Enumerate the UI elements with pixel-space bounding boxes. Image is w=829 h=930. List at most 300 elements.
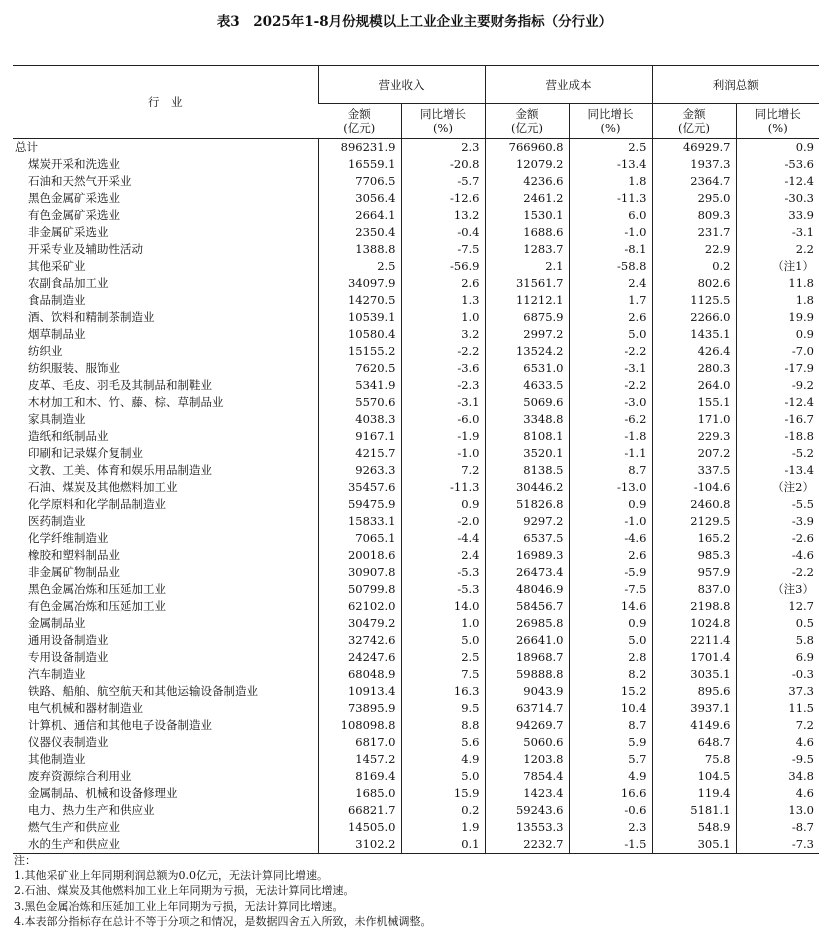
cost-amount-cell: 1688.6 [485, 224, 569, 241]
cost-yoy-cell: -1.1 [569, 445, 652, 462]
table-row [13, 530, 819, 547]
industry-name-cell: 石油、煤炭及其他燃料加工业 [28, 480, 178, 494]
cost-yoy-cell: -2.2 [569, 343, 652, 360]
industry-name-cell: 电力、热力生产和供应业 [28, 803, 155, 817]
revenue-yoy-cell: -56.9 [401, 258, 485, 275]
table-row [13, 394, 819, 411]
footnote-item: 4.本表部分指标存在总计不等于分项之和情况，是数据四舍五入所致，未作机械调整。 [14, 914, 432, 928]
table-row [13, 819, 819, 836]
revenue-amount-cell: 24247.6 [318, 649, 401, 666]
profit-amount-cell: 337.5 [652, 462, 736, 479]
cost-yoy-cell: 5.0 [569, 326, 652, 343]
revenue-yoy-cell: -5.3 [401, 564, 485, 581]
revenue-amount-cell: 8169.4 [318, 768, 401, 785]
profit-amount-cell: 207.2 [652, 445, 736, 462]
cost-amount-cell: 6875.9 [485, 309, 569, 326]
cost-amount-cell: 26641.0 [485, 632, 569, 649]
cost-yoy-cell: 2.5 [569, 139, 652, 157]
profit-yoy-cell: -3.1 [736, 224, 819, 241]
profit-yoy-cell: -5.2 [736, 445, 819, 462]
industry-name-cell: 有色金属冶炼和压延加工业 [28, 599, 166, 613]
yoy-unit: (%) [433, 121, 453, 135]
cost-yoy-cell: -0.6 [569, 802, 652, 819]
table-row [13, 190, 819, 207]
profit-yoy-cell: -2.6 [736, 530, 819, 547]
profit-amount-cell: 548.9 [652, 819, 736, 836]
cost-yoy-cell: -13.0 [569, 479, 652, 496]
cost-amount-cell: 30446.2 [485, 479, 569, 496]
revenue-amount-cell: 1685.0 [318, 785, 401, 802]
industry-name-cell: 通用设备制造业 [28, 633, 109, 647]
industry-name-cell: 烟草制品业 [28, 327, 86, 341]
cost-amount-cell: 6531.0 [485, 360, 569, 377]
table-row [13, 632, 819, 649]
cost-yoy-cell: 2.6 [569, 547, 652, 564]
revenue-amount-cell: 3102.2 [318, 836, 401, 854]
table-row [13, 666, 819, 683]
revenue-amount-cell: 9263.3 [318, 462, 401, 479]
profit-yoy-cell: -53.6 [736, 156, 819, 173]
profit-yoy-cell: 0.9 [736, 139, 819, 157]
revenue-amount-cell: 14505.0 [318, 819, 401, 836]
cost-yoy-cell: -1.0 [569, 224, 652, 241]
table-row [13, 496, 819, 513]
revenue-amount-cell: 66821.7 [318, 802, 401, 819]
revenue-amount-cell: 6817.0 [318, 734, 401, 751]
profit-amount-cell: 957.9 [652, 564, 736, 581]
profit-amount-cell: 2211.4 [652, 632, 736, 649]
revenue-header: 营业收入 [318, 66, 485, 104]
industry-name-cell: 印刷和记录媒介复制业 [28, 446, 143, 460]
table-row [13, 224, 819, 241]
revenue-amount-cell: 50799.8 [318, 581, 401, 598]
profit-yoy-cell: （注3） [736, 581, 819, 598]
revenue-yoy-cell: 0.9 [401, 496, 485, 513]
table-row [13, 564, 819, 581]
cost-amount-cell: 5069.6 [485, 394, 569, 411]
financial-indicators-table [13, 65, 819, 854]
table-title: 表3 2025年1-8月份规模以上工业企业主要财务指标（分行业） [216, 14, 613, 30]
industry-name-cell: 纺织服装、服饰业 [28, 361, 120, 375]
profit-amount-cell: 802.6 [652, 275, 736, 292]
cost-amount-cell: 13524.2 [485, 343, 569, 360]
cost-yoy-header [569, 104, 652, 139]
cost-yoy-cell: 1.7 [569, 292, 652, 309]
revenue-amount-cell: 10580.4 [318, 326, 401, 343]
cost-amount-cell: 7854.4 [485, 768, 569, 785]
profit-yoy-cell: 0.9 [736, 326, 819, 343]
table-row [13, 598, 819, 615]
table-row [13, 258, 819, 275]
profit-yoy-cell: -12.4 [736, 394, 819, 411]
industry-name-cell: 开采专业及辅助性活动 [28, 242, 143, 256]
cost-yoy-cell: -11.3 [569, 190, 652, 207]
table-row [13, 802, 819, 819]
revenue-amount-cell: 7620.5 [318, 360, 401, 377]
cost-yoy-cell: -13.4 [569, 156, 652, 173]
profit-amount-cell: 0.2 [652, 258, 736, 275]
revenue-yoy-cell: 5.0 [401, 768, 485, 785]
revenue-amount-cell: 10539.1 [318, 309, 401, 326]
profit-amount-cell: 155.1 [652, 394, 736, 411]
profit-amount-cell: 985.3 [652, 547, 736, 564]
amount-unit: (亿元) [678, 121, 710, 135]
cost-yoy-cell: 15.2 [569, 683, 652, 700]
profit-amount-cell: 4149.6 [652, 717, 736, 734]
industry-name-cell: 废弃资源综合利用业 [28, 769, 132, 783]
cost-amount-cell: 3348.8 [485, 411, 569, 428]
revenue-amount-cell: 1388.8 [318, 241, 401, 258]
profit-yoy-cell: 33.9 [736, 207, 819, 224]
profit-yoy-cell: 0.5 [736, 615, 819, 632]
profit-yoy-cell: -30.3 [736, 190, 819, 207]
industry-name-cell: 黑色金属冶炼和压延加工业 [28, 582, 166, 596]
amount-label: 金额 [347, 107, 371, 121]
profit-amount-cell: 1125.5 [652, 292, 736, 309]
industry-name-cell: 非金属矿物制品业 [28, 565, 120, 579]
revenue-yoy-cell: 1.9 [401, 819, 485, 836]
cost-yoy-cell: 5.0 [569, 632, 652, 649]
profit-yoy-cell: 4.6 [736, 734, 819, 751]
profit-yoy-cell: -8.7 [736, 819, 819, 836]
table-row [13, 513, 819, 530]
cost-yoy-cell: -3.0 [569, 394, 652, 411]
profit-yoy-cell: 2.2 [736, 241, 819, 258]
cost-yoy-cell: 6.0 [569, 207, 652, 224]
industry-name-cell: 电气机械和器材制造业 [28, 701, 143, 715]
profit-yoy-cell: -2.2 [736, 564, 819, 581]
cost-yoy-cell: 8.2 [569, 666, 652, 683]
revenue-yoy-cell: 5.6 [401, 734, 485, 751]
cost-yoy-cell: 10.4 [569, 700, 652, 717]
revenue-yoy-cell: 1.0 [401, 309, 485, 326]
revenue-amount-cell: 9167.1 [318, 428, 401, 445]
cost-yoy-cell: 5.7 [569, 751, 652, 768]
profit-amount-cell: 3937.1 [652, 700, 736, 717]
cost-amount-cell: 31561.7 [485, 275, 569, 292]
cost-amount-cell: 1203.8 [485, 751, 569, 768]
revenue-yoy-cell: -20.8 [401, 156, 485, 173]
yoy-label: 同比增长 [420, 107, 466, 121]
revenue-yoy-cell: 5.0 [401, 632, 485, 649]
profit-yoy-cell: -7.3 [736, 836, 819, 854]
industry-name-cell: 非金属矿采选业 [28, 225, 109, 239]
industry-name-cell: 专用设备制造业 [28, 650, 109, 664]
revenue-yoy-cell: 2.4 [401, 547, 485, 564]
table-row [13, 309, 819, 326]
revenue-yoy-cell: -12.6 [401, 190, 485, 207]
profit-yoy-cell: -12.4 [736, 173, 819, 190]
table-row [13, 241, 819, 258]
revenue-amount-cell: 62102.0 [318, 598, 401, 615]
cost-yoy-cell: -1.5 [569, 836, 652, 854]
cost-yoy-cell: -7.5 [569, 581, 652, 598]
cost-yoy-cell: -5.9 [569, 564, 652, 581]
revenue-amount-cell: 5341.9 [318, 377, 401, 394]
cost-amount-cell: 2997.2 [485, 326, 569, 343]
table-row [13, 156, 819, 173]
industry-name-cell: 化学纤维制造业 [28, 531, 109, 545]
cost-amount-cell: 9297.2 [485, 513, 569, 530]
cost-yoy-cell: 0.9 [569, 496, 652, 513]
profit-yoy-cell: -9.2 [736, 377, 819, 394]
profit-yoy-cell: 13.0 [736, 802, 819, 819]
profit-yoy-cell: 6.9 [736, 649, 819, 666]
industry-name-cell: 家具制造业 [28, 412, 86, 426]
revenue-yoy-header [401, 104, 485, 139]
cost-amount-cell: 11212.1 [485, 292, 569, 309]
revenue-yoy-cell: 13.2 [401, 207, 485, 224]
profit-amount-cell: 171.0 [652, 411, 736, 428]
table-row [13, 751, 819, 768]
profit-amount-cell: 2129.5 [652, 513, 736, 530]
profit-yoy-cell: 11.8 [736, 275, 819, 292]
cost-amount-cell: 4236.6 [485, 173, 569, 190]
profit-amount-cell: 3035.1 [652, 666, 736, 683]
profit-yoy-cell: -4.6 [736, 547, 819, 564]
cost-amount-cell: 12079.2 [485, 156, 569, 173]
profit-amount-cell: 1435.1 [652, 326, 736, 343]
profit-amount-cell: 165.2 [652, 530, 736, 547]
table-row [13, 785, 819, 802]
amount-unit: (亿元) [343, 121, 376, 135]
cost-amount-cell: 16989.3 [485, 547, 569, 564]
profit-yoy-cell: 4.6 [736, 785, 819, 802]
cost-yoy-cell: 2.4 [569, 275, 652, 292]
revenue-amount-cell: 32742.6 [318, 632, 401, 649]
revenue-amount-cell: 896231.9 [318, 139, 401, 157]
cost-amount-cell: 4633.5 [485, 377, 569, 394]
cost-amount-cell: 1530.1 [485, 207, 569, 224]
profit-amount-cell: 2460.8 [652, 496, 736, 513]
revenue-amount-cell: 10913.4 [318, 683, 401, 700]
revenue-yoy-cell: -0.4 [401, 224, 485, 241]
amount-label: 金额 [682, 107, 706, 121]
cost-amount-cell: 2461.2 [485, 190, 569, 207]
revenue-amount-cell: 16559.1 [318, 156, 401, 173]
cost-amount-cell: 1423.4 [485, 785, 569, 802]
revenue-amount-cell: 35457.6 [318, 479, 401, 496]
cost-header: 营业成本 [485, 66, 652, 104]
profit-amount-cell: 229.3 [652, 428, 736, 445]
profit-yoy-cell: 1.8 [736, 292, 819, 309]
table-row [13, 326, 819, 343]
cost-amount-cell: 1283.7 [485, 241, 569, 258]
revenue-yoy-cell: -2.3 [401, 377, 485, 394]
cost-amount-cell: 63714.7 [485, 700, 569, 717]
profit-amount-cell: 2198.8 [652, 598, 736, 615]
table-body [13, 139, 819, 854]
profit-yoy-cell: -7.0 [736, 343, 819, 360]
cost-yoy-cell: 8.7 [569, 717, 652, 734]
industry-name-cell: 铁路、船舶、航空航天和其他运输设备制造业 [28, 684, 258, 698]
industry-name-cell: 纺织业 [28, 344, 63, 358]
industry-name-cell: 仪器仪表制造业 [28, 735, 109, 749]
profit-amount-cell: 264.0 [652, 377, 736, 394]
industry-name-cell: 汽车制造业 [28, 667, 86, 681]
revenue-amount-cell: 7706.5 [318, 173, 401, 190]
table-row [13, 173, 819, 190]
profit-yoy-cell: -13.4 [736, 462, 819, 479]
cost-amount-cell: 26985.8 [485, 615, 569, 632]
table-row [13, 292, 819, 309]
table-row [13, 836, 819, 854]
cost-yoy-cell: 16.6 [569, 785, 652, 802]
industry-name-cell: 木材加工和木、竹、藤、棕、草制品业 [28, 395, 224, 409]
revenue-yoy-cell: 3.2 [401, 326, 485, 343]
profit-amount-cell: 5181.1 [652, 802, 736, 819]
industry-name-cell: 食品制造业 [28, 293, 86, 307]
profit-yoy-cell: -17.9 [736, 360, 819, 377]
cost-yoy-cell: -2.2 [569, 377, 652, 394]
cost-amount-cell: 8138.5 [485, 462, 569, 479]
revenue-amount-cell: 15833.1 [318, 513, 401, 530]
revenue-amount-cell: 4215.7 [318, 445, 401, 462]
profit-yoy-cell: -16.7 [736, 411, 819, 428]
footnote-heading: 注： [14, 854, 36, 867]
profit-yoy-cell: 37.3 [736, 683, 819, 700]
revenue-amount-cell: 7065.1 [318, 530, 401, 547]
revenue-amount-cell: 73895.9 [318, 700, 401, 717]
industry-name-cell: 黑色金属矿采选业 [28, 191, 120, 205]
footnote-item: 2.石油、煤炭及其他燃料加工业上年同期为亏损，无法计算同比增速。 [14, 884, 355, 898]
industry-header: 行 业 [13, 66, 318, 139]
profit-amount-cell: 648.7 [652, 734, 736, 751]
revenue-yoy-cell: 16.3 [401, 683, 485, 700]
cost-amount-cell: 13553.3 [485, 819, 569, 836]
profit-amount-cell: 426.4 [652, 343, 736, 360]
revenue-yoy-cell: 15.9 [401, 785, 485, 802]
profit-yoy-cell: -9.5 [736, 751, 819, 768]
profit-amount-cell: -104.6 [652, 479, 736, 496]
footnote-item: 3.黑色金属冶炼和压延加工业上年同期为亏损，无法计算同比增速。 [14, 899, 344, 913]
profit-amount-cell: 119.4 [652, 785, 736, 802]
amount-label: 金额 [515, 107, 539, 121]
revenue-amount-cell: 108098.8 [318, 717, 401, 734]
revenue-amount-cell: 15155.2 [318, 343, 401, 360]
cost-yoy-cell: 4.9 [569, 768, 652, 785]
profit-yoy-cell: -18.8 [736, 428, 819, 445]
profit-amount-cell: 1701.4 [652, 649, 736, 666]
profit-yoy-cell: 5.8 [736, 632, 819, 649]
cost-amount-cell: 766960.8 [485, 139, 569, 157]
industry-name-cell: 造纸和纸制品业 [28, 429, 109, 443]
cost-yoy-cell: -1.8 [569, 428, 652, 445]
yoy-unit: (%) [767, 121, 788, 135]
revenue-amount-cell: 59475.9 [318, 496, 401, 513]
revenue-amount-cell: 30907.8 [318, 564, 401, 581]
table-row [13, 360, 819, 377]
revenue-yoy-cell: -4.4 [401, 530, 485, 547]
revenue-yoy-cell: -5.3 [401, 581, 485, 598]
table-row [13, 411, 819, 428]
revenue-amount-cell: 3056.4 [318, 190, 401, 207]
table-row [13, 462, 819, 479]
industry-name-cell: 化学原料和化学制品制造业 [28, 497, 166, 511]
table-row [13, 139, 819, 157]
revenue-amount-cell: 2664.1 [318, 207, 401, 224]
profit-amount-cell: 1937.3 [652, 156, 736, 173]
cost-yoy-cell: 8.7 [569, 462, 652, 479]
table-row [13, 581, 819, 598]
amount-unit: (亿元) [511, 121, 543, 135]
cost-amount-cell: 2.1 [485, 258, 569, 275]
cost-yoy-cell: 2.8 [569, 649, 652, 666]
revenue-yoy-cell: 7.2 [401, 462, 485, 479]
cost-yoy-cell: 1.8 [569, 173, 652, 190]
cost-amount-cell: 59888.8 [485, 666, 569, 683]
revenue-amount-cell: 2350.4 [318, 224, 401, 241]
industry-name-cell: 其他制造业 [28, 752, 86, 766]
revenue-yoy-cell: -1.9 [401, 428, 485, 445]
cost-yoy-cell: 5.9 [569, 734, 652, 751]
table-row [13, 717, 819, 734]
revenue-yoy-cell: 8.8 [401, 717, 485, 734]
cost-amount-header [485, 104, 569, 139]
revenue-yoy-cell: 14.0 [401, 598, 485, 615]
profit-amount-cell: 104.5 [652, 768, 736, 785]
profit-yoy-cell: 11.5 [736, 700, 819, 717]
table-row [13, 734, 819, 751]
revenue-yoy-cell: 0.1 [401, 836, 485, 854]
industry-name-cell: 医药制造业 [28, 514, 86, 528]
revenue-yoy-cell: -6.0 [401, 411, 485, 428]
cost-amount-cell: 2232.7 [485, 836, 569, 854]
profit-yoy-cell: -3.9 [736, 513, 819, 530]
cost-yoy-cell: -6.2 [569, 411, 652, 428]
profit-yoy-header [736, 104, 819, 139]
table-row [13, 649, 819, 666]
industry-name-cell: 计算机、通信和其他电子设备制造业 [28, 718, 212, 732]
revenue-yoy-cell: -2.0 [401, 513, 485, 530]
revenue-yoy-cell: 2.3 [401, 139, 485, 157]
revenue-yoy-cell: 1.3 [401, 292, 485, 309]
profit-amount-cell: 837.0 [652, 581, 736, 598]
revenue-yoy-cell: 1.0 [401, 615, 485, 632]
revenue-amount-cell: 5570.6 [318, 394, 401, 411]
cost-amount-cell: 58456.7 [485, 598, 569, 615]
profit-amount-cell: 1024.8 [652, 615, 736, 632]
yoy-label: 同比增长 [587, 107, 634, 121]
profit-amount-cell: 75.8 [652, 751, 736, 768]
industry-name-cell: 皮革、毛皮、羽毛及其制品和制鞋业 [28, 378, 212, 392]
revenue-yoy-cell: 2.6 [401, 275, 485, 292]
industry-name-cell: 燃气生产和供应业 [28, 820, 120, 834]
table-row [13, 428, 819, 445]
profit-amount-cell: 46929.7 [652, 139, 736, 157]
cost-yoy-cell: 0.9 [569, 615, 652, 632]
cost-amount-cell: 48046.9 [485, 581, 569, 598]
cost-amount-cell: 6537.5 [485, 530, 569, 547]
cost-yoy-cell: 14.6 [569, 598, 652, 615]
cost-amount-cell: 94269.7 [485, 717, 569, 734]
table-row [13, 700, 819, 717]
revenue-yoy-cell: 0.2 [401, 802, 485, 819]
table-row [13, 547, 819, 564]
table-row [13, 445, 819, 462]
yoy-unit: (%) [600, 121, 621, 135]
table-row [13, 479, 819, 496]
revenue-yoy-cell: -3.1 [401, 394, 485, 411]
table-row [13, 768, 819, 785]
cost-amount-cell: 26473.4 [485, 564, 569, 581]
profit-amount-cell: 895.6 [652, 683, 736, 700]
profit-amount-cell: 2266.0 [652, 309, 736, 326]
yoy-label: 同比增长 [754, 107, 801, 121]
cost-amount-cell: 51826.8 [485, 496, 569, 513]
profit-amount-cell: 2364.7 [652, 173, 736, 190]
revenue-amount-cell: 14270.5 [318, 292, 401, 309]
